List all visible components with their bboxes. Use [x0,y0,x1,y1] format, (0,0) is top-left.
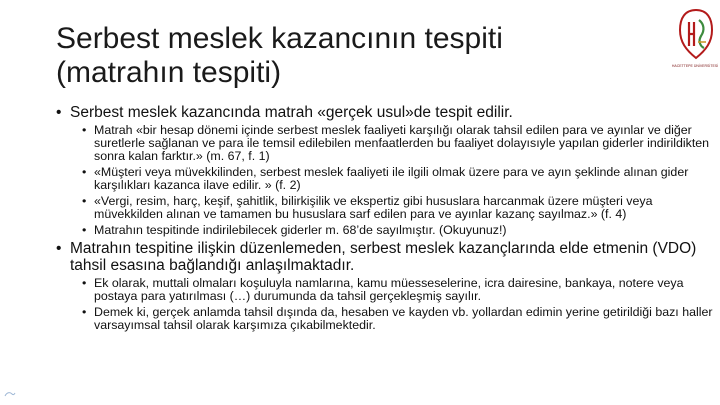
logo-caption: HACETTEPE ÜNİVERSİTESİ [671,64,719,68]
sub-bullet-item: • Ek olarak, muttali olmaları koşuluyla namlarına, kamu müesseselerine, icra dairesine, bankaya, notere veya postaya para yatırılması (…) durumunda da tahsil gerçekleşmiş sayılır. [82,277,716,303]
sub-bullet-item: • Matrahın tespitinde indirilebilecek giderler m. 68’de sayılmıştır. (Okuyunuz!) [82,224,716,237]
bullet-item: • Matrahın tespitine ilişkin düzenlemeden, serbest meslek kazançlarında elde etmenin (VDO) tahsil esasına bağlandığı anlaşılmaktadır. [56,240,716,274]
title-line-1: Serbest meslek kazancının tespiti [56,22,503,55]
bullet-item: • Serbest meslek kazancında matrah «gerçek usul»de tespit edilir. [56,104,716,121]
sub-bullet-item: • «Müşteri veya müvekkilinden, serbest meslek faaliyeti ile ilgili olmak üzere para ve ayın şeklinde alınan gider karşılıkları kazanca ilave edilir. » (f. 2) [82,166,716,192]
title-line-2: (matrahın tespiti) [56,56,282,89]
slide-title [56,22,656,90]
bullet-list [56,104,716,335]
sub-bullet-item: • Matrah «bir hesap dönemi içinde serbest meslek faaliyeti karşılığı olarak tahsil edilen para ve ayınlar ve diğer suretlerle sağlanan ve para ile temsil edilebilen menfaatlerden bu faaliyet dolayısıyle yapılan giderler indirildikten sonra kalan farktır.» (m. 67, f. 1) [82,124,716,163]
sub-bullet-item: • Demek ki, gerçek anlamda tahsil dışında da, hesaben ve kayden vb. yollardan edimin yerine getirildiği bazı haller varsayımsal tahsil olarak karşımıza çıkabilmektedir. [82,306,716,332]
sub-bullet-item: • «Vergi, resim, harç, keşif, şahitlik, bilirkişilik ve ekspertiz gibi hususlara harcanmak üzere müşteri veya müvekkilden alınan ve tamamen bu hususlara sarf edilen para ve ayınlar kazanç sayılmaz.» (f. 4) [82,195,716,221]
corner-mark-icon [4,390,16,398]
university-logo-icon [678,8,714,70]
